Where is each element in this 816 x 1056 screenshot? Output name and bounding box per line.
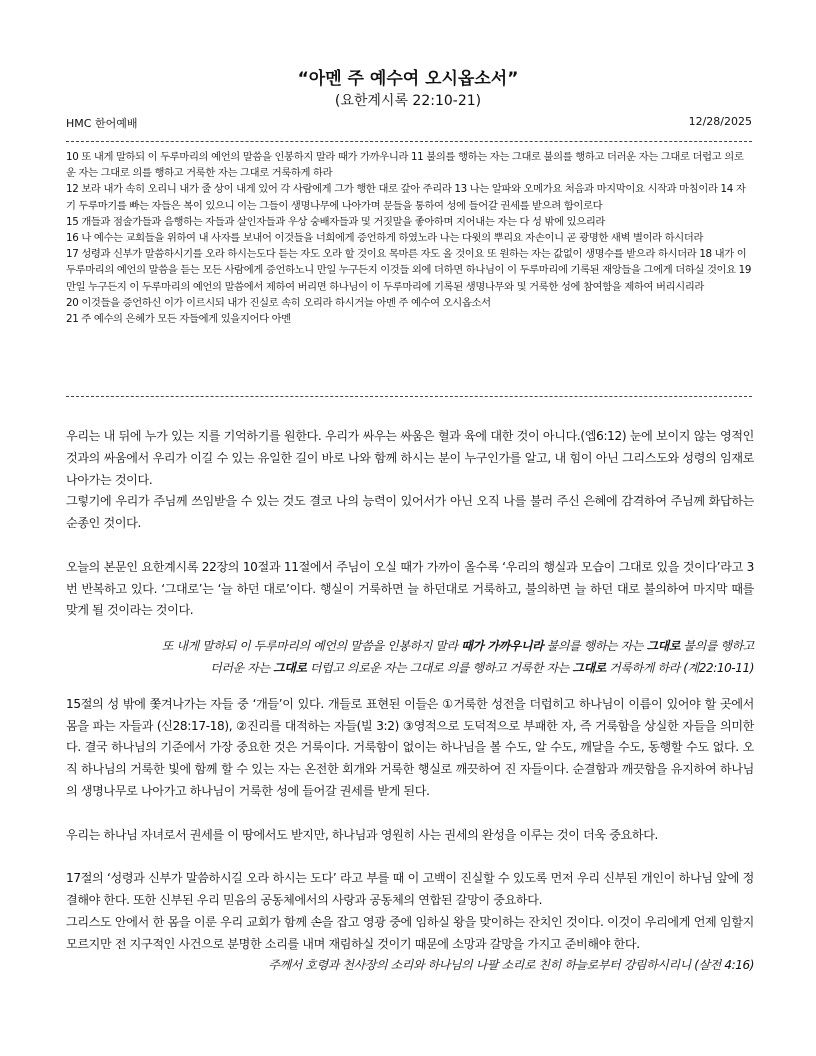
sermon-title: “아멘 주 예수여 오시옵소서” [297, 69, 519, 89]
quote-text: 불의를 행하는 자는 [543, 639, 647, 654]
scripture-line: 16 나 예수는 교회들을 위하여 내 사자를 보내어 이것들을 너희에게 증언하게 하였노라 나는 다윗의 뿌리요 자손이니 곧 광명한 새벽 별이라 하시더라 [66, 232, 704, 245]
quote-text: 또 내게 말하되 이 두루마리의 예언의 말씀을 인봉하지 말라 [161, 639, 462, 654]
sermon-paragraph: 그리스도 안에서 한 몸을 이룬 우리 교회가 함께 손을 잡고 영광 중에 임하실 왕을 맞이하는 잔치인 것이다. 이것이 우리에게 언제 임할지 모르지만 전 지구적인 사건으로 분명한 소리를 내며 재림하실 것이기 때문에 소망과 갈망을 가지고 준비해야 한다. [66, 914, 754, 951]
scripture-quote-2: 주께서 호령과 천사장의 소리와 하나님의 나팔 소리로 친히 하늘로부터 강림하시리니 (살전 4:16) [268, 958, 754, 973]
quote-emphasis: 때가 가까우니라 [461, 639, 544, 654]
quote-emphasis: 그대로 [272, 660, 307, 675]
scripture-text [66, 149, 752, 327]
quote-text: 불의를 행하고 [680, 639, 754, 654]
scripture-line: 12 보라 내가 속히 오리니 내가 줄 상이 내게 있어 각 사람에게 그가 행한 대로 갚아 주리라 13 나는 알파와 오메가요 처음과 마지막이요 시작과 마침이라 14 자기 두루마기를 빠는 자들은 복이 있으니 이는 그들이 생명나무에 나아가며 문들을 통하여 성에 들어갈 권세를 받으려 함이로다 [66, 183, 746, 212]
sermon-paragraph: 15절의 성 밖에 쫓겨나가는 자들 중 ‘개들’이 있다. 개들로 표현된 이들은 ①거룩한 성전을 더럽히고 하나님이 이름이 있어야 할 곳에서 몸을 파는 자들과 (신28:17-18), ②진리를 대적하는 자들(빌 3:2) ③영적으로 도덕적으로 부패한 자, 즉 거룩함을 상실한 자들을 의미한다. 결국 하나님의 기준에서 가장 중요한 것은 거룩이다. 거룩함이 없이는 하나님을 볼 수도, 알 수도, 깨달을 수도, 동행할 수도 없다. 오직 하나님의 거룩한 빛에 함께 할 수 있는 자는 온전한 회개와 거룩한 행실로 깨끗하여 진 자들이다. 순결함과 깨끗함을 유지하여 하나님의 생명나무로 나아가고 하나님이 거룩한 성에 들어갈 권세를 받게 된다. [66, 696, 754, 798]
scripture-line: 10 또 내게 말하되 이 두루마리의 예언의 말씀을 인봉하지 말라 때가 가까우니라 11 불의를 행하는 자는 그대로 불의를 행하고 더러운 자는 그대로 더럽고 의로운 자는 그대로 의를 행하고 거룩한 자는 그대로 거룩하게 하라 [66, 151, 744, 180]
date-label: 12/28/2025 [688, 115, 752, 128]
quote-emphasis: 그대로 [572, 660, 606, 675]
scripture-line: 17 성령과 신부가 말씀하시기를 오라 하시는도다 듣는 자도 오라 할 것이요 목마른 자도 올 것이요 또 원하는 자는 값없이 생명수를 받으라 하시더라 18 내가 이 두루마리의 예언의 말씀을 듣는 모든 사람에게 증언하노니 만일 누구든지 이것들 외에 더하면 하나님이 이 두루마리에 기록된 재앙들을 그에게 더하실 것이요 19 만일 누구든지 이 두루마리의 예언의 말씀에서 제하여 버리면 하나님이 이 두루마리에 기록된 생명나무와 및 거룩한 성에 참여함을 제하여 버리시리라 [66, 248, 752, 293]
scripture-quote-1 [66, 636, 754, 680]
sermon-paragraph: 17절의 ‘성령과 신부가 말씀하시길 오라 하시는 도다’ 라고 부를 때 이 고백이 진실할 수 있도록 먼저 우리 신부된 개인이 하나님 앞에 정결해야 한다. 또한 신부된 우리 믿음의 공동체에서의 사랑과 공동체의 연합된 갈망이 중요하다. [66, 871, 754, 907]
scripture-line: 15 개들과 점술가들과 음행하는 자들과 살인자들과 우상 숭배자들과 및 거짓말을 좋아하며 지어내는 자는 다 성 밖에 있으리라 [66, 215, 606, 228]
quote-text: 더러운 자는 [210, 660, 273, 675]
scripture-line: 20 이것들을 증언하신 이가 이르시되 내가 진실로 속히 오리라 하시거늘 아멘 주 예수여 오시옵소서 [66, 296, 491, 309]
quote-text: 거룩하게 하라 (계22:10-11) [605, 660, 754, 675]
quote-emphasis: 그대로 [646, 639, 681, 654]
sermon-paragraph: 그렇기에 우리가 주님께 쓰임받을 수 있는 것도 결코 나의 능력이 있어서가 아닌 오직 나를 불러 주신 은혜에 감격하여 주님께 화답하는 순종인 것이다. [66, 494, 754, 531]
dashed-divider-top [66, 141, 752, 142]
quote-text: 더럽고 의로운 자는 그대로 의를 행하고 거룩한 자는 [306, 660, 573, 675]
quote-line [66, 636, 754, 658]
sermon-paragraph: 오늘의 본문인 요한계시록 22장의 10절과 11절에서 주님이 오실 때가 가까이 올수록 ‘우리의 행실과 모습이 그대로 있을 것이다’라고 3번 반복하고 있다. ‘그대로’는 ‘늘 하던 대로’이다. 행실이 거룩하면 늘 하던대로 거룩하고, 불의하면 늘 하던 대로 불의하여 마지막 때를 맞게 될 것이라는 것이다. [66, 559, 754, 618]
scripture-reference: (요한계시록 22:10-21) [334, 93, 482, 109]
dashed-divider-bottom [66, 396, 752, 397]
sermon-paragraph: 우리는 하나님 자녀로서 권세를 이 땅에서도 받지만, 하나님과 영원히 사는 권세의 완성을 이루는 것이 더욱 중요하다. [66, 827, 659, 842]
header-meta [66, 115, 752, 131]
organization-label: HMC 한어예배 [66, 117, 138, 130]
scripture-line: 21 주 예수의 은혜가 모든 자들에게 있을지어다 아멘 [66, 313, 291, 326]
sermon-body [66, 426, 754, 977]
sermon-paragraph: 우리는 내 뒤에 누가 있는 지를 기억하기를 원한다. 우리가 싸우는 싸움은 혈과 육에 대한 것이 아니다.(엡6:12) 눈에 보이지 않는 영적인 것과의 싸움에서 우리가 이길 수 있는 유일한 길이 바로 나와 함께 하시는 분이 누구인가를 알고, 내 힘이 아닌 그리스도와 성령의 임재로 나아가는 것이다. [66, 429, 754, 487]
quote-line [66, 658, 754, 680]
